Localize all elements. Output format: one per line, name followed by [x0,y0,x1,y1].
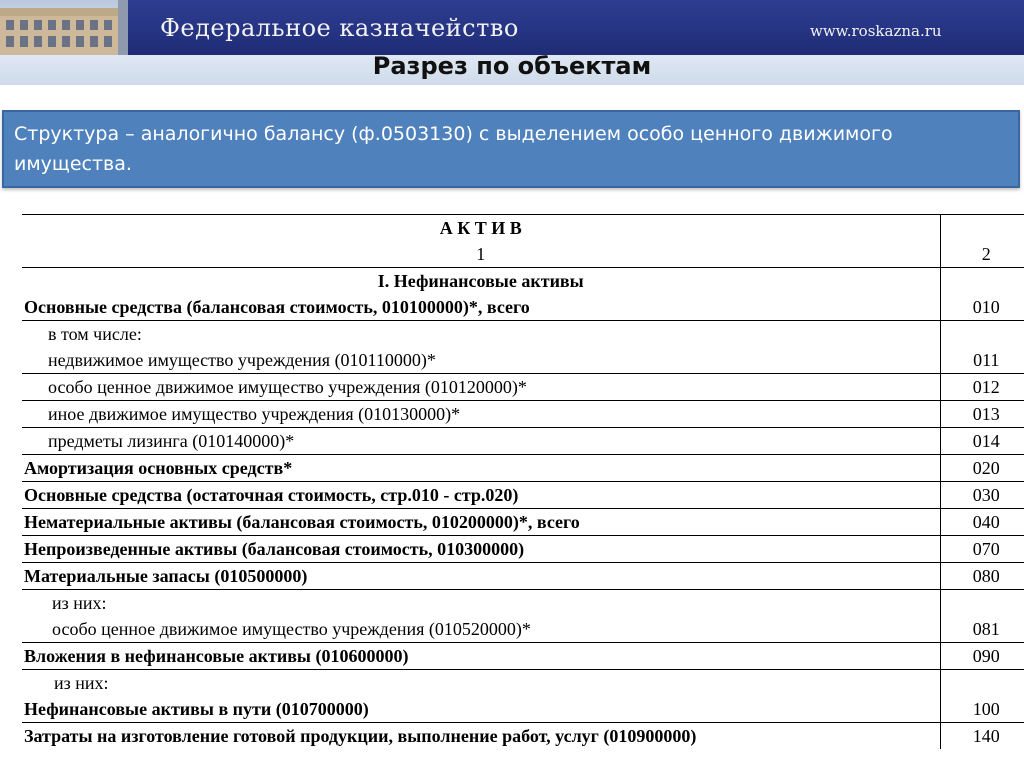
website-url: www.roskazna.ru [810,22,942,40]
building-photo [0,0,128,55]
table-row [22,509,1024,536]
header-row [22,215,1024,268]
row-cell [22,321,940,374]
row-label: Основные средства (остаточная стоимость, стр.010 - стр.020) [22,482,940,509]
row-code: 010 [940,268,1024,321]
slide-title: Разрез по объектам [372,52,652,80]
table-row [22,321,1024,374]
section-title: I. Нефинансовые активы [377,271,584,291]
row-label: Непроизведенные активы (балансовая стоимость, 010300000) [22,536,940,563]
row-cell [22,670,940,723]
row-label: Нефинансовые активы в пути (010700000) [24,699,369,719]
header-col1-number: 1 [476,244,486,264]
row-code: 090 [940,643,1024,670]
row-label: особо ценное движимое имущество учреждения (010120000)* [22,374,940,401]
row-code: 014 [940,428,1024,455]
row-prefix: в том числе: [48,324,142,344]
table-row [22,723,1024,750]
table-row [22,374,1024,401]
row-label: особо ценное движимое имущество учреждения (010520000)* [52,619,531,639]
row-label: Нематериальные активы (балансовая стоимость, 010200000)*, всего [22,509,940,536]
section-cell [22,268,940,321]
header-banner [0,0,1024,55]
table-row [22,482,1024,509]
row-label: Материальные запасы (010500000) [22,563,940,590]
row-code: 080 [940,563,1024,590]
info-box: Структура – аналогично балансу (ф.0503130) с выделением особо ценного движимого имущества. [2,110,1020,188]
row-code: 140 [940,723,1024,750]
row-label: Основные средства (балансовая стоимость, 010100000)*, всего [24,297,530,317]
header-col2-number: 2 [940,215,1024,268]
row-label: Затраты на изготовление готовой продукции, выполнение работ, услуг (010900000) [22,723,940,750]
table-row [22,643,1024,670]
row-code: 013 [940,401,1024,428]
table-row [22,428,1024,455]
row-code: 081 [940,590,1024,643]
row-label: Амортизация основных средств* [22,455,940,482]
row-label: недвижимое имущество учреждения (010110000)* [48,350,436,370]
header-aktiv: А К Т И В [439,218,522,238]
row-label: предметы лизинга (010140000)* [22,428,940,455]
row-label: Вложения в нефинансовые активы (010600000) [22,643,940,670]
organization-title: Федеральное казначейство [160,14,519,42]
row-code: 030 [940,482,1024,509]
table-row [22,670,1024,723]
table-row [22,563,1024,590]
row-cell [22,590,940,643]
row-code: 020 [940,455,1024,482]
row-label: иное движимое имущество учреждения (010130000)* [22,401,940,428]
section-row [22,268,1024,321]
table-row [22,401,1024,428]
row-code: 070 [940,536,1024,563]
row-code: 012 [940,374,1024,401]
row-prefix: из них: [54,673,109,693]
row-prefix: из них: [52,593,107,613]
row-code: 100 [940,670,1024,723]
row-code: 011 [940,321,1024,374]
header-cell-active [22,215,940,268]
row-code: 040 [940,509,1024,536]
table-row [22,455,1024,482]
table-row [22,536,1024,563]
balance-table [22,214,1024,749]
table-row [22,590,1024,643]
